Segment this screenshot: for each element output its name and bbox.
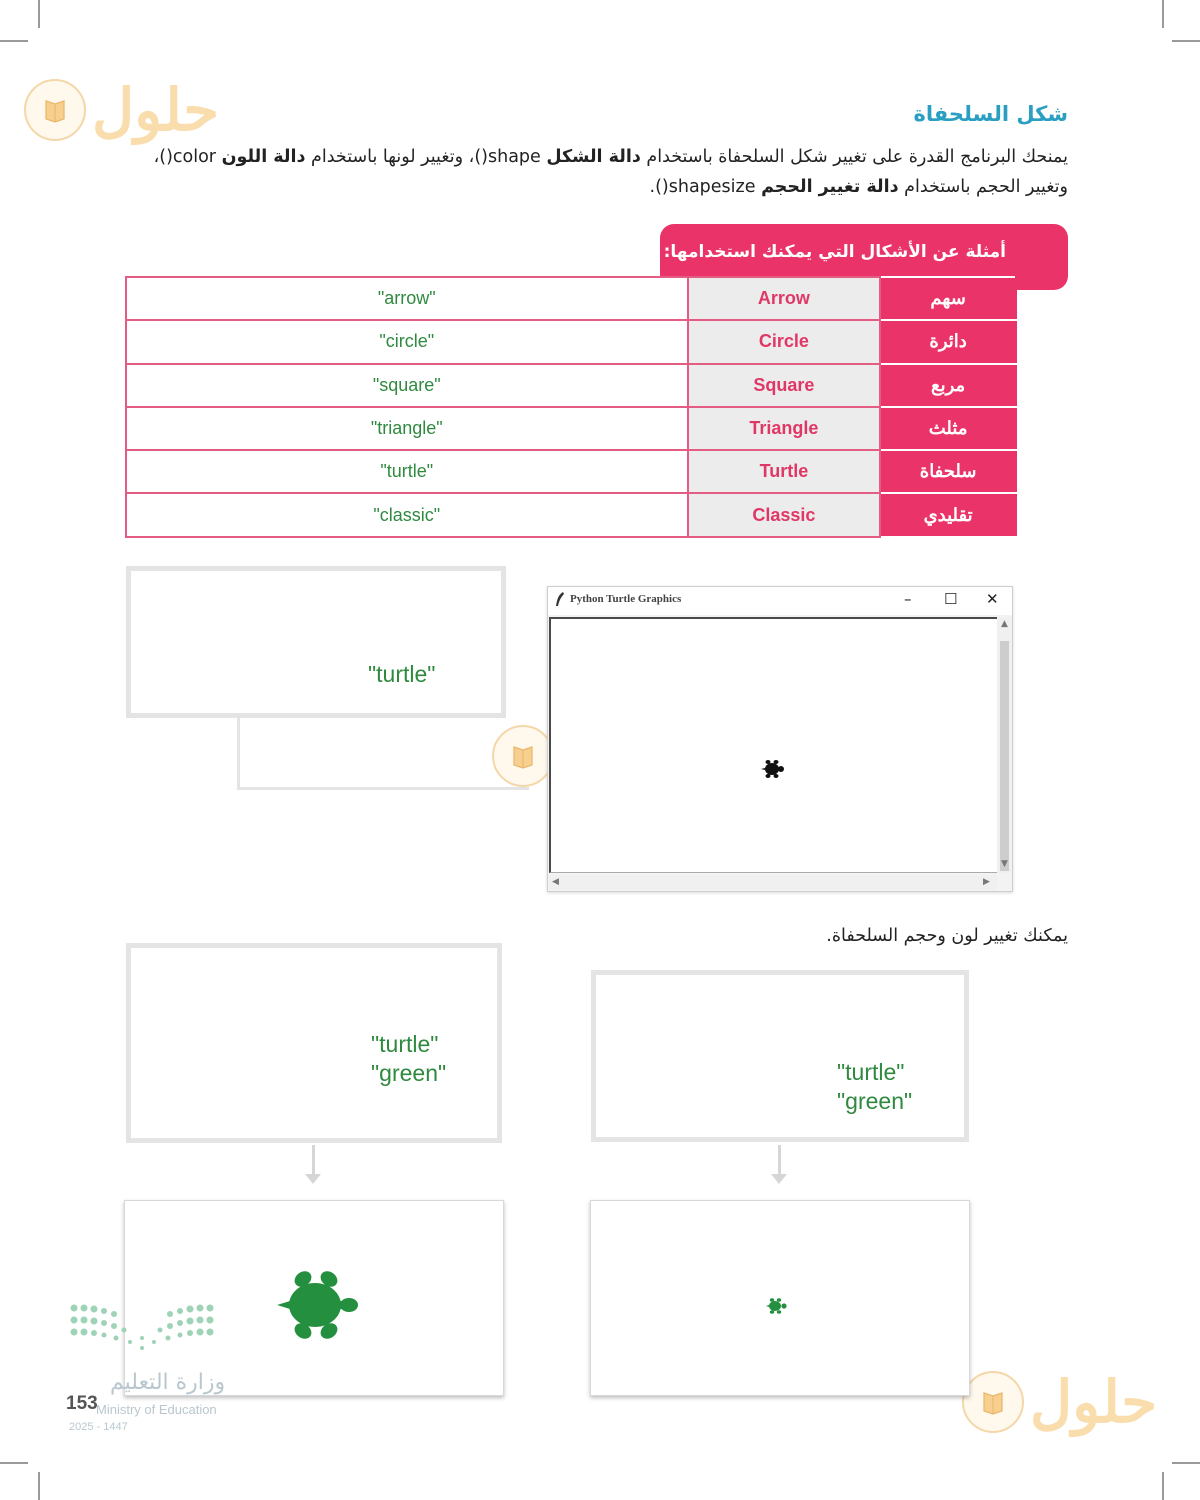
caption-text: يمكنك تغيير لون وحجم السلحفاة. (826, 926, 1068, 946)
code-line: "turtle" (368, 661, 436, 687)
academic-year: 2025 - 1447 (69, 1421, 128, 1433)
shape-arabic-cell: مربع (880, 364, 1016, 407)
window-title: Python Turtle Graphics (570, 593, 682, 605)
crop-mark (1172, 1462, 1200, 1464)
turtle-canvas (549, 617, 997, 873)
code-line: "green" (371, 1060, 447, 1086)
scroll-up-icon[interactable]: ▲ (1001, 619, 1008, 629)
crop-mark (38, 0, 40, 28)
shape-english-cell: Circle (688, 320, 881, 363)
crop-mark (0, 40, 28, 42)
turtle-graphics-window (547, 586, 1013, 892)
code-line: "turtle" (371, 1031, 439, 1057)
shapes-table (125, 276, 1017, 538)
crop-mark (1162, 0, 1164, 28)
crop-mark (1172, 40, 1200, 42)
page-number: 153 (66, 1393, 98, 1414)
table-row (126, 277, 1016, 320)
shape-arabic-cell: دائرة (880, 320, 1016, 363)
color-function-code: color() (159, 147, 222, 167)
ministry-name-arabic: وزارة التعليم (110, 1370, 226, 1395)
table-row (126, 450, 1016, 493)
shape-arabic-cell: مثلث (880, 407, 1016, 450)
size-function-code: shapesize() (655, 177, 762, 197)
intro-text: يمنحك البرنامج القدرة على تغيير شكل السلحفاة باستخدام (640, 147, 1068, 167)
shape-string-cell: "turtle" (126, 450, 688, 493)
intro-text: ، وتغيير لونها باستخدام (305, 147, 475, 167)
shape-string-cell: "arrow" (126, 277, 688, 320)
ministry-logo (68, 1302, 218, 1360)
table-header-text: أمثلة عن الأشكال التي يمكنك استخدامها: (663, 242, 1006, 262)
code-box (591, 970, 969, 1142)
color-function-name: دالة اللون (221, 147, 306, 167)
watermark-text: حلول (92, 76, 220, 144)
shape-arabic-cell: سهم (880, 277, 1016, 320)
ministry-name-english: Ministry of Education (96, 1402, 217, 1417)
code-line: "turtle" (837, 1059, 905, 1085)
shape-string-cell: "square" (126, 364, 688, 407)
watermark-book-icon (962, 1371, 1024, 1433)
arrow-down-icon (778, 1145, 781, 1175)
shape-english-cell: Classic (688, 493, 881, 536)
watermark-book-icon (24, 79, 86, 141)
connector-line (237, 718, 529, 790)
shape-function-code: shape() (474, 147, 547, 167)
output-canvas (124, 1200, 504, 1396)
code-line: "green" (837, 1088, 913, 1114)
scroll-right-icon[interactable]: ▶ (983, 877, 990, 887)
scroll-down-icon[interactable]: ▼ (1001, 859, 1008, 869)
shape-string-cell: "circle" (126, 320, 688, 363)
code-box (126, 566, 506, 718)
watermark-text: حلول (1030, 1368, 1158, 1436)
shape-arabic-cell: سلحفاة (880, 450, 1016, 493)
intro-text: . (649, 177, 656, 197)
arrow-down-icon (312, 1145, 315, 1175)
output-canvas (590, 1200, 970, 1396)
shape-string-cell: "classic" (126, 493, 688, 536)
scroll-left-icon[interactable]: ◀ (552, 877, 559, 887)
code-box (126, 943, 502, 1143)
intro-text: ، وتغيير الحجم باستخدام (153, 147, 1068, 197)
scrollbar-thumb[interactable] (1000, 641, 1009, 871)
small-turtle-icon (764, 1297, 788, 1315)
shape-english-cell: Turtle (688, 450, 881, 493)
table-row (126, 407, 1016, 450)
size-function-name: دالة تغيير الحجم (761, 177, 899, 197)
vertical-scrollbar[interactable] (997, 617, 1012, 873)
minimize-button[interactable]: – (904, 590, 912, 608)
crop-mark (38, 1472, 40, 1500)
crop-mark (0, 1462, 28, 1464)
shape-english-cell: Arrow (688, 277, 881, 320)
table-row (126, 493, 1016, 536)
turtle-icon (759, 759, 785, 779)
watermark (24, 76, 219, 144)
maximize-button[interactable]: ☐ (944, 590, 958, 608)
shape-arabic-cell: تقليدي (880, 493, 1016, 536)
window-titlebar (548, 587, 1012, 615)
crop-mark (1162, 1472, 1164, 1500)
large-turtle-icon (271, 1267, 367, 1343)
feather-icon (554, 591, 566, 611)
intro-paragraph (118, 142, 1068, 202)
table-row (126, 320, 1016, 363)
shape-english-cell: Triangle (688, 407, 881, 450)
shape-string-cell: "triangle" (126, 407, 688, 450)
shape-function-name: دالة الشكل (546, 147, 641, 167)
shape-english-cell: Square (688, 364, 881, 407)
section-title: شكل السلحفاة (913, 102, 1068, 126)
watermark (962, 1368, 1157, 1436)
table-row (126, 364, 1016, 407)
close-button[interactable]: ✕ (986, 590, 999, 608)
horizontal-scrollbar[interactable] (549, 875, 997, 890)
